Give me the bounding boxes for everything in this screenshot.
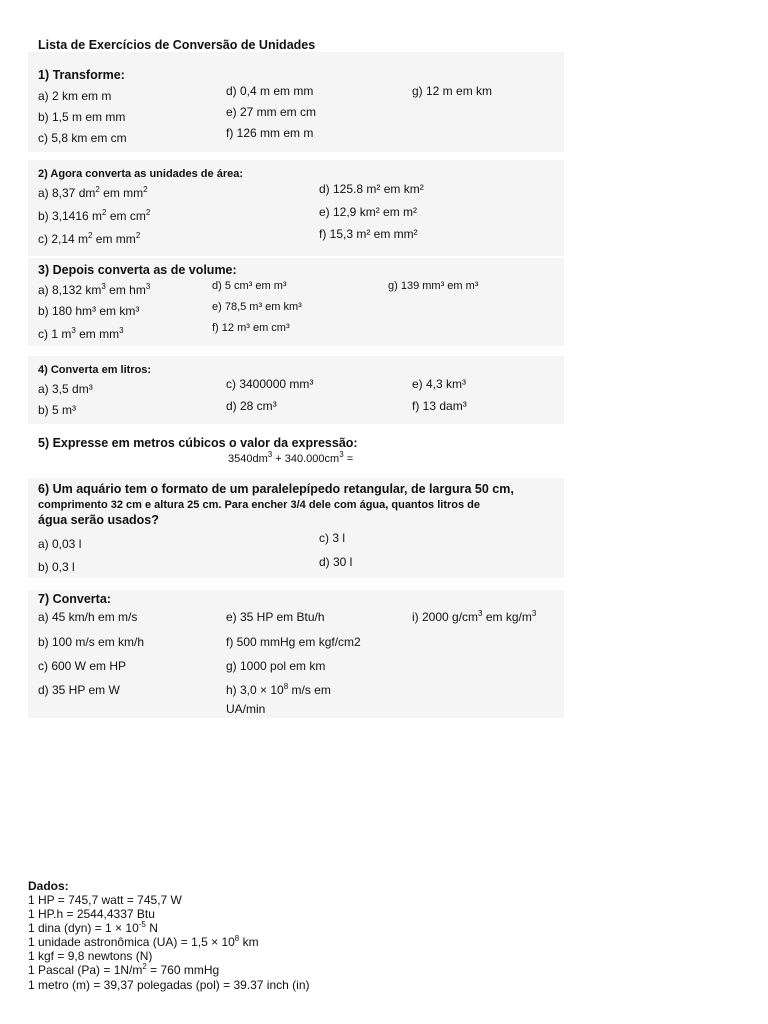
s7-item-a: a) 45 km/h em m/s — [38, 610, 138, 624]
s7-item-f: f) 500 mmHg em kgf/cm2 — [226, 635, 361, 649]
s2-item-e: e) 12,9 km² em m² — [319, 205, 418, 219]
s3-item-c: c) 1 $m^3$ em $mm^3$ — [38, 326, 124, 341]
s2-item-c: c) 2,14 $m^2$ em $mm^2$ — [38, 231, 141, 246]
s7-item-c: c) 600 W em HP — [38, 659, 127, 673]
s1-item-c: c) 5,8 km em cm — [38, 131, 127, 145]
section-3-header: 3) Depois converta as de volume: — [38, 263, 237, 277]
dados-line-6: 1 Pascal $(Pa) = 1N/m^2 = 760$ mmHg — [28, 962, 220, 977]
s1-item-b: b) 1,5 m em mm — [38, 110, 126, 124]
dados-line-2: 1 HP.h = 2544,4337 Btu — [28, 907, 155, 921]
section-6-line-3: água serão usados? — [38, 513, 159, 527]
s7-item-e: e) 35 HP em Btu/h — [226, 610, 325, 624]
dados-line-1: 1 HP = 745,7 watt = 745,7 W — [28, 893, 182, 907]
section-2-header: 2) Agora converta as unidades de área: — [38, 168, 243, 180]
s3-item-a: a) 8,132 $km^3$ em $hm^3$ — [38, 282, 151, 297]
s4-item-c: c) 3400000 mm³ — [226, 377, 314, 391]
s6-option-b: b) 0,3 l — [38, 560, 75, 574]
s6-option-d: d) 30 l — [319, 555, 353, 569]
s2-item-f: f) 15,3 m² em mm² — [319, 227, 418, 241]
s2-item-d: d) 125.8 m² em km² — [319, 182, 424, 196]
dados-line-5: 1 kgf = 9,8 newtons (N) — [28, 949, 153, 963]
section-7-header: 7) Converta: — [38, 592, 111, 606]
s7-item-g: g) 1000 pol em km — [226, 659, 326, 673]
s2-item-b: b) 3,1416 $m^2$ em $cm^2$ — [38, 208, 151, 223]
s3-item-g: g) 139 mm³ em m³ — [388, 280, 479, 292]
dados-line-4: 1 unidade astronômica $(UA) = 1,5 \times 10^8$ km — [28, 934, 259, 949]
s3-item-b: b) 180 hm³ em km³ — [38, 304, 140, 318]
s1-item-a: a) 2 km em m — [38, 89, 112, 103]
s4-item-f: f) 13 dam³ — [412, 399, 467, 413]
s1-item-e: e) 27 mm em cm — [226, 105, 317, 119]
section-6-line-2: comprimento 32 cm e altura 25 cm. Para encher 3/4 dele com água, quantos litros de — [38, 499, 480, 511]
section-1-header: 1) Transforme: — [38, 68, 125, 82]
s4-item-d: d) 28 cm³ — [226, 399, 277, 413]
s1-item-g: g) 12 m em km — [412, 84, 493, 98]
s3-item-f: f) 12 m³ em cm³ — [212, 322, 290, 334]
s4-item-a: a) 3,5 dm³ — [38, 382, 93, 396]
section-6-line-1: 6) Um aquário tem o formato de um paralelepípedo retangular, de largura 50 cm, — [38, 482, 514, 496]
s7-item-i: i) 2000 $g/cm^3$ em $kg/m^3$ — [412, 609, 537, 624]
page-title: Lista de Exercícios de Conversão de Unidades — [38, 38, 316, 52]
s7-item-b: b) 100 m/s em km/h — [38, 635, 145, 649]
s3-item-e: e) 78,5 m³ em km³ — [212, 301, 302, 313]
s1-item-d: d) 0,4 m em mm — [226, 84, 314, 98]
s4-item-e: e) 4,3 km³ — [412, 377, 467, 391]
s3-item-d: d) 5 cm³ em m³ — [212, 280, 287, 292]
dados-line-3: 1 dina $(dyn) = 1 \times 10^{-5}$ N — [28, 920, 158, 935]
s2-item-a: a) 8,37 $dm^2$ em $mm^2$ — [38, 185, 148, 200]
s7-item-d: d) 35 HP em W — [38, 683, 120, 697]
s5-expression: $3540dm^3 + 340.000cm^3$ = — [228, 450, 354, 465]
s7-item-h: h) $3,0 \times 10^8$ m/s em — [226, 682, 331, 697]
s6-option-c: c) 3 l — [319, 531, 346, 545]
s4-item-b: b) 5 m³ — [38, 403, 77, 417]
section-4-header: 4) Converta em litros: — [38, 364, 152, 376]
s7-item-h-cont: UA/min — [226, 702, 266, 716]
s6-option-a: a) 0,03 l — [38, 537, 82, 551]
s1-item-f: f) 126 mm em m — [226, 126, 314, 140]
dados-line-7: 1 metro (m) = 39,37 polegadas (pol) = 39.37 inch (in) — [28, 978, 310, 992]
section-5-header: 5) Expresse em metros cúbicos o valor da expressão: — [38, 436, 358, 450]
dados-header: Dados: — [28, 879, 69, 893]
